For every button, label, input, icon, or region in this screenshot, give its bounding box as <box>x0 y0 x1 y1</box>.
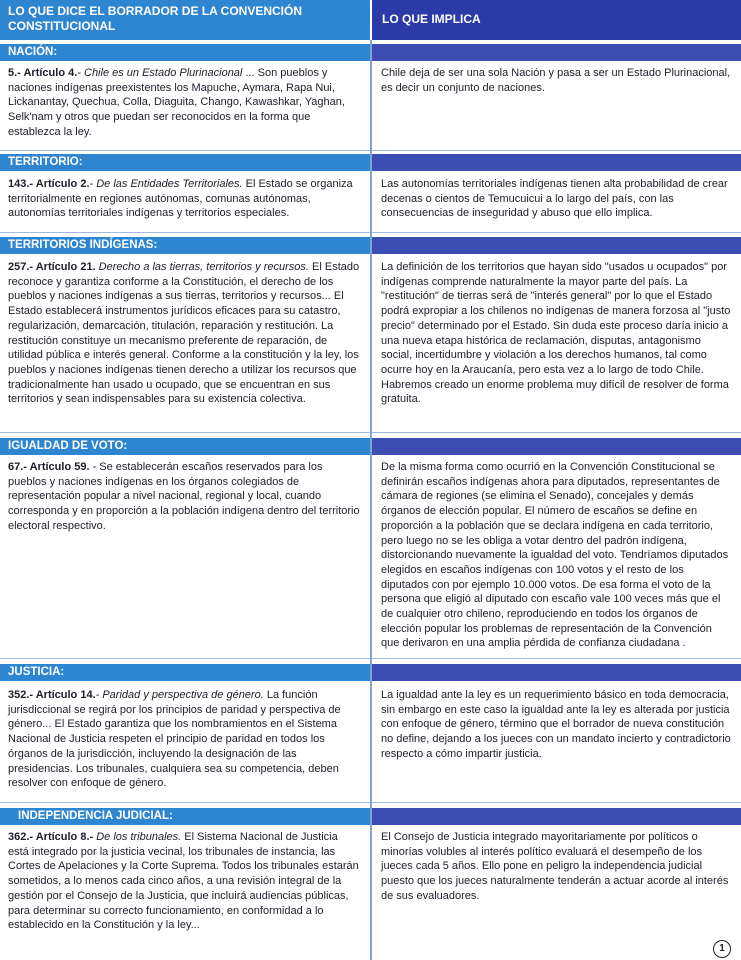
section-title-igualdad-voto: IGUALDAD DE VOTO: <box>0 438 370 455</box>
section-title-nacion: NACIÓN: <box>0 44 370 61</box>
section-bar-right <box>372 154 741 171</box>
article-ref: 362.- Artículo 8.- <box>8 831 94 843</box>
implication-territorio: Las autonomías territoriales indígenas tienen alta probabilidad de crear decenas o cientos de Temucuicui a lo largo del país, con las consecuencias de inseguridad y abuso que ello implica. <box>381 178 728 220</box>
article-body: El Sistema Nacional de Justicia está integrado por la justicia vecinal, los tribunales de instancia, las Cortes de Apelaciones y la Corte Suprema. Todos los tribunales estarán sometidos, a lo menos cada cinco años, a una revisión integral de la gestión por el Consejo de la Justicia, que incluirá audiencias públicas, para determinar su correcto funcionamiento, en conformidad a lo establecido en la Constitución y la ley... <box>8 831 359 932</box>
article-title: De los tribunales. <box>93 831 182 843</box>
draft-text-nacion <box>8 66 360 140</box>
implication-justicia: La igualdad ante la ley es un requerimiento básico en toda democracia, sin embargo en este caso la igualdad ante la ley es alterada por justicia con enfoque de género, término que el borrador de nueva constitución no define, dejando a los jueces con un mandato incierto y contradictorio respecto a cómo impartir justicia. <box>381 689 731 760</box>
section-bar-right <box>372 808 741 825</box>
article-body: La función jurisdiccional se regirá por los principios de paridad y perspectiva de género... El Estado garantiza que los nombramientos en el Sistema Nacional de Justicia respeten el principio de paridad en todos los órganos de la jurisdicción, incluyendo la designación de las presidencias. Los tribunales, cualquiera sea su competencia, deben resolver con enfoque de género. <box>8 689 341 790</box>
article-body: El Estado reconoce y garantiza conforme a la Constitución, el derecho de los pueblos y naciones indígenas a sus tierras, territorios y recursos... El Estado establecerá instrumentos jurídicos eficaces para su catastro, regularización, demarcación, titulación, reparación y restitución. La restitución constituye un mecanismo preferente de reparación, de utilidad pública e interés general. Conforme a la constitución y la ley, los pueblos y naciones indígenas tienen derecho a utilizar los recursos que tradicionalmente han usado u ocupado, que se encuentran en sus territorios y sean indispensables para su existencia colectiva. <box>8 261 360 406</box>
article-ref: 352.- Artículo 14. <box>8 689 96 701</box>
article-title: - Paridad y perspectiva de género. <box>95 689 264 701</box>
article-body: - Se establecerán escaños reservados para los pueblos y naciones indígenas en los órganos colegiados de representación popular a nivel nacional, regional y local, cuando corresponda y en proporción a la población indígena dentro del territorio electoral respectivo. <box>8 461 360 532</box>
article-body: ... Son pueblos y naciones indígenas preexistentes los Mapuche, Aymara, Rapa Nui, Lickanantay, Quechua, Colla, Diaguita, Chango, Kawashkar, Yaghan, Selk'nam y otros que puedan ser reconocidos en la forma que establezca la ley. <box>8 67 345 138</box>
section-title-justicia: JUSTICIA: <box>0 664 370 681</box>
article-ref: 67.- Artículo 59. <box>8 461 90 473</box>
draft-text-justicia <box>8 688 360 791</box>
article-body: El Estado se organiza territorialmente en regiones autónomas, comunas autónomas, autonomías territoriales indígenas y territorios especiales. <box>8 178 353 220</box>
draft-text-igualdad-voto <box>8 460 360 534</box>
page-number: 1 <box>713 940 731 958</box>
column-divider <box>370 40 372 960</box>
section-title-independencia-judicial: INDEPENDENCIA JUDICIAL: <box>0 808 370 825</box>
article-title: - De las Entidades Territoriales. <box>89 178 243 190</box>
implication-nacion: Chile deja de ser una sola Nación y pasa a ser un Estado Plurinacional, es decir un conjunto de naciones. <box>381 67 731 94</box>
article-ref: 257.- Artículo 21. <box>8 261 96 273</box>
section-title-territorios-indigenas: TERRITORIOS INDÍGENAS: <box>0 237 370 254</box>
article-title: Derecho a las tierras, territorios y recursos. <box>95 261 309 273</box>
draft-text-territorios-indigenas <box>8 260 360 407</box>
implication-territorios-indigenas: La definición de los territorios que hayan sido "usados u ocupados" por indígenas comprende naturalmente la mayor parte del país. La "restitución" de tierras será de "interés general" por lo que el Estado podrá expropiar a los chilenos no indígenas de manera forzosa al "justo precio" determinado por el Estado. Sin duda este proceso daría inicio a una nueva etapa histórica de reclamación, disputas, antagonismo social, incertidumbre y violación a los derechos humanos, tal como ocurre hoy en la Araucanía, pero esta vez a lo largo de todo Chile. Habremos creado un enorme problema muy difícil de resolver de forma gratuita. <box>381 261 731 406</box>
article-title: - Chile es un Estado Plurinacional <box>77 67 243 79</box>
section-bar-right <box>372 438 741 455</box>
implication-independencia-judicial: El Consejo de Justicia integrado mayoritariamente por políticos o minorías volubles al interés político evaluará el desempeño de los jueces cada 5 años. Ello pone en peligro la independencia judicial puesto que los jueces naturalmente tenderán a actuar acorde al interés de sus evaluadores. <box>381 831 729 902</box>
section-bar-right <box>372 237 741 254</box>
implication-igualdad-voto: De la misma forma como ocurrió en la Convención Constitucional se definirán escaños indígenas ahora para diputados, representantes de cámara de regiones (se elimina el Senado), concejales y demás órganos de elección popular. El número de escaños se define en proporción a la población que se declara indígena en cada territorio, pero luego no se les obliga a votar dentro del padrón indígena, distorcionando nuevamente la igualdad del voto. Tendríamos diputados elegidos en escaños indígenas con 100 votos y el resto de los diputados con por ejemplo 10.000 votos. De esa forma el voto de la persona que eligió al diputado con escaño vale 100 veces más que el de cualquier otro chileno, reproduciendo en todos los órganos de elección popular los problemas de representación de la Convención que derivaron en una amplia pérdida de confianza ciudadana . <box>381 461 729 650</box>
header-left: LO QUE DICE EL BORRADOR DE LA CONVENCIÓN CONSTITUCIONAL <box>0 0 370 40</box>
section-bar-right <box>372 664 741 681</box>
article-ref: 5.- Artículo 4. <box>8 67 78 79</box>
draft-text-independencia-judicial <box>8 830 360 933</box>
draft-text-territorio <box>8 177 360 221</box>
header-right: LO QUE IMPLICA <box>372 0 741 40</box>
article-ref: 143.- Artículo 2. <box>8 178 90 190</box>
section-bar-right <box>372 44 741 61</box>
section-title-territorio: TERRITORIO: <box>0 154 370 171</box>
